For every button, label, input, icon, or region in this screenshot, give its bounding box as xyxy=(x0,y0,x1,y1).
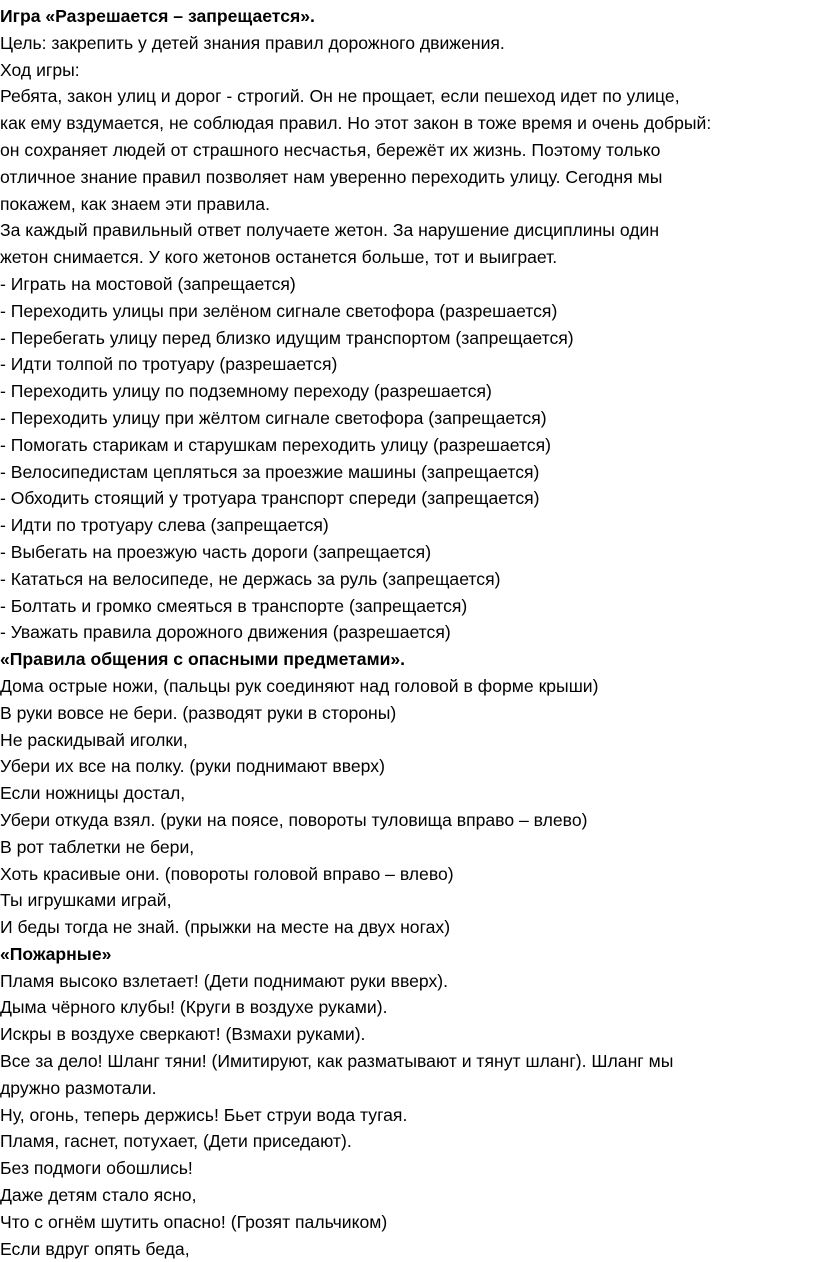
intro-line: За каждый правильный ответ получаете жетон. За нарушение дисциплины один xyxy=(0,220,660,241)
intro-line: жетон снимается. У кого жетонов останется больше, тот и выиграет. xyxy=(0,247,558,268)
poem-line: Убери их все на полку. (руки поднимают вверх) xyxy=(0,756,385,777)
rule-item: - Переходить улицы при зелёном сигнале светофора (разрешается) xyxy=(0,300,558,321)
game-title: Игра «Разрешается – запрещается». xyxy=(0,6,315,26)
rule-item: - Уважать правила дорожного движения (разрешается) xyxy=(0,622,451,643)
poem-line: Хоть красивые они. (повороты головой вправо – влево) xyxy=(0,863,454,884)
rule-item: - Обходить стоящий у тротуара транспорт спереди (запрещается) xyxy=(0,488,540,509)
poem-line: Ты игрушками играй, xyxy=(0,890,172,911)
poem-line: Если ножницы достал, xyxy=(0,783,186,804)
poem-line: Искры в воздухе сверкают! (Взмахи руками). xyxy=(0,1024,366,1045)
intro-line: как ему вздумается, не соблюдая правил. Но этот закон в тоже время и очень добрый: xyxy=(0,113,712,134)
firefighters-poem xyxy=(0,968,816,1262)
poem-line: Если вдруг опять беда, xyxy=(0,1238,190,1259)
intro-line: он сохраняет людей от страшного несчастья, бережёт их жизнь. Поэтому только xyxy=(0,139,661,160)
poem-line: Дыма чёрного клубы! (Круги в воздухе руками). xyxy=(0,997,388,1018)
poem-line: Дома острые ножи, (пальцы рук соединяют над головой в форме крыши) xyxy=(0,675,599,696)
poem-line: В рот таблетки не бери, xyxy=(0,836,195,857)
game-intro xyxy=(0,83,816,271)
dangerous-items-poem xyxy=(0,673,816,941)
poem-line: Даже детям стало ясно, xyxy=(0,1185,197,1206)
rule-item: - Идти по тротуару слева (запрещается) xyxy=(0,515,329,536)
intro-line: Ребята, закон улиц и дорог - строгий. Он не прощает, если пешеход идет по улице, xyxy=(0,86,680,107)
rule-item: - Играть на мостовой (запрещается) xyxy=(0,273,296,294)
poem-line: Не раскидывай иголки, xyxy=(0,729,188,750)
poem-line: Что с огнём шутить опасно! (Грозят пальчиком) xyxy=(0,1211,388,1232)
rule-item: - Болтать и громко смеяться в транспорте (запрещается) xyxy=(0,595,468,616)
poem-line: Пламя высоко взлетает! (Дети поднимают руки вверх). xyxy=(0,970,449,991)
poem-line: Убери откуда взял. (руки на поясе, повороты туловища вправо – влево) xyxy=(0,809,588,830)
poem-line: Ну, огонь, теперь держись! Бьет струи вода тугая. xyxy=(0,1104,408,1125)
dangerous-items-title: «Правила общения с опасными предметами». xyxy=(0,649,406,670)
rule-item: - Велосипедистам цепляться за проезжие машины (запрещается) xyxy=(0,461,540,482)
poem-line: И беды тогда не знай. (прыжки на месте на двух ногах) xyxy=(0,917,451,938)
intro-line: покажем, как знаем эти правила. xyxy=(0,193,270,214)
rule-item: - Помогать старикам и старушкам переходить улицу (разрешается) xyxy=(0,434,551,455)
poem-line: Все за дело! Шланг тяни! (Имитируют, как разматывают и тянут шланг). Шланг мы xyxy=(0,1051,674,1072)
poem-line: Пламя, гаснет, потухает, (Дети приседают). xyxy=(0,1131,352,1152)
poem-line: дружно размотали. xyxy=(0,1077,157,1098)
rule-item: - Кататься на велосипеде, не держась за руль (запрещается) xyxy=(0,568,501,589)
procedure-label: Ход игры: xyxy=(0,59,80,80)
game-rules-list xyxy=(0,271,816,646)
intro-line: отличное знание правил позволяет нам уверенно переходить улицу. Сегодня мы xyxy=(0,166,663,187)
rule-item: - Перебегать улицу перед близко идущим транспортом (запрещается) xyxy=(0,327,574,348)
rule-item: - Выбегать на проезжую часть дороги (запрещается) xyxy=(0,541,432,562)
rule-item: - Идти толпой по тротуару (разрешается) xyxy=(0,354,338,375)
firefighters-title: «Пожарные» xyxy=(0,943,112,964)
rule-item: - Переходить улицу при жёлтом сигнале светофора (запрещается) xyxy=(0,407,547,428)
game-goal: Цель: закрепить у детей знания правил дорожного движения. xyxy=(0,32,505,53)
poem-line: В руки вовсе не бери. (разводят руки в стороны) xyxy=(0,702,397,723)
rule-item: - Переходить улицу по подземному переходу (разрешается) xyxy=(0,381,492,402)
poem-line: Без подмоги обошлись! xyxy=(0,1158,193,1179)
